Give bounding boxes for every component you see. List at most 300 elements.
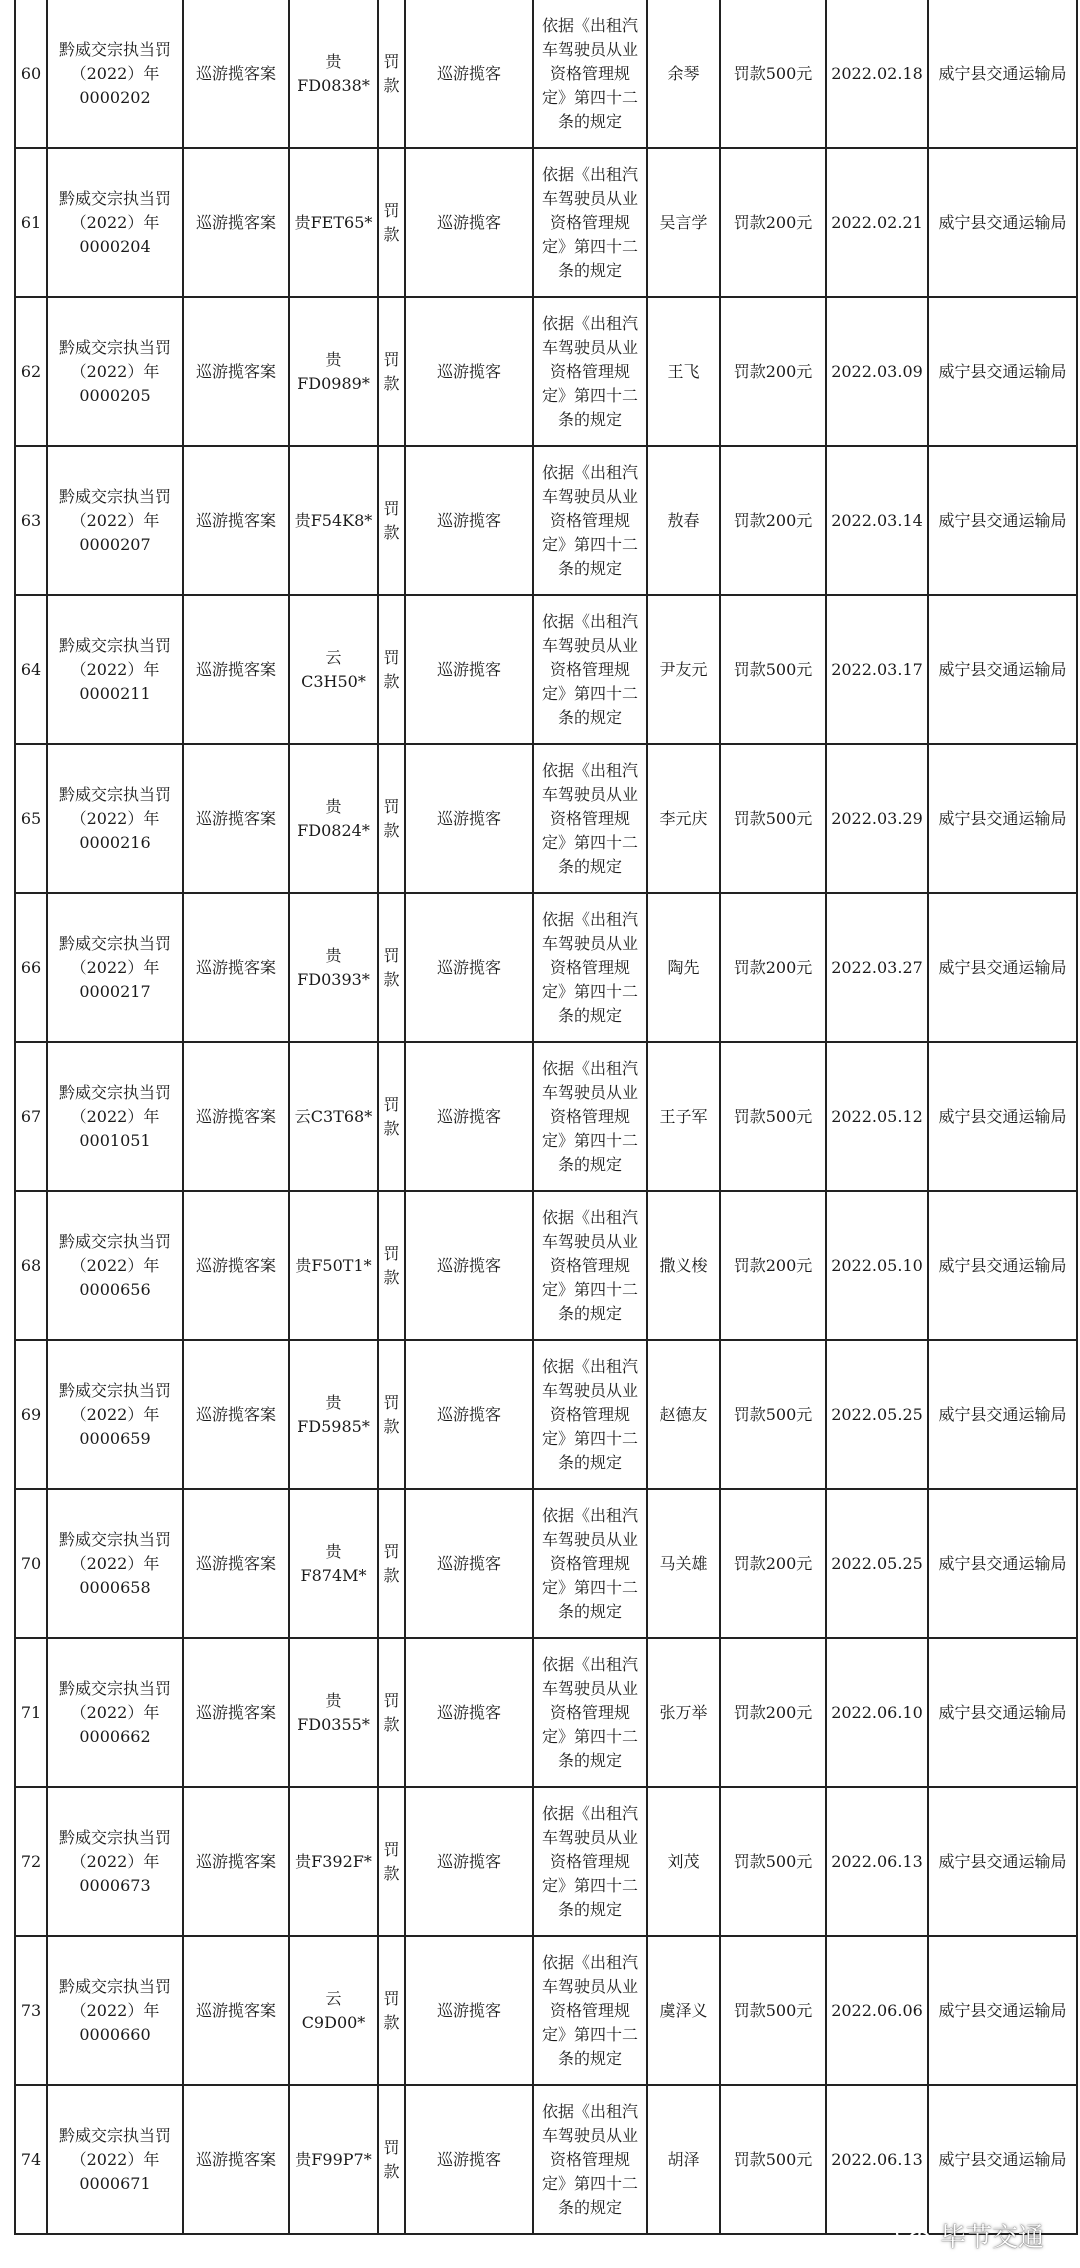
plate-number: 贵F392F*: [289, 1787, 378, 1936]
penalty-type: [378, 297, 405, 446]
violation-fact: 巡游揽客: [405, 1191, 533, 1340]
legal-basis-line: 依据《出租汽: [541, 1505, 638, 1525]
plate-number: 贵FD0393*: [289, 893, 378, 1042]
legal-basis-line: 资格管理规: [549, 212, 630, 232]
document-number-line: （2022）年: [70, 63, 160, 83]
document-number-line: 黔威交宗执当罚: [58, 1678, 171, 1698]
decision-date: 2022.05.12: [826, 1042, 928, 1191]
legal-basis-line: 车驾驶员从业: [541, 635, 638, 655]
penalty-type-char: 款: [383, 1118, 400, 1138]
party-name: 尹友元: [647, 595, 720, 744]
legal-basis-line: 车驾驶员从业: [541, 1976, 638, 1996]
legal-basis-line: 依据《出租汽: [541, 15, 638, 35]
issuing-agency: 威宁县交通运输局: [928, 1042, 1077, 1191]
plate-number: 贵FD5985*: [289, 1340, 378, 1489]
row-number: 65: [15, 744, 47, 893]
legal-basis-line: 车驾驶员从业: [541, 1827, 638, 1847]
document-number-line: 黔威交宗执当罚: [58, 1231, 171, 1251]
document-number-line: 0001051: [79, 1130, 151, 1150]
penalty-amount: 罚款200元: [720, 446, 826, 595]
legal-basis-line: 定》第四十二: [541, 236, 638, 256]
penalty-type: [378, 1638, 405, 1787]
decision-date: 2022.05.10: [826, 1191, 928, 1340]
violation-fact: 巡游揽客: [405, 1638, 533, 1787]
table-row: [15, 893, 1077, 1042]
decision-date: 2022.06.10: [826, 1638, 928, 1787]
violation-fact: 巡游揽客: [405, 1042, 533, 1191]
table-row: [15, 1787, 1077, 1936]
penalty-amount: 罚款200元: [720, 148, 826, 297]
legal-basis-line: 车驾驶员从业: [541, 1231, 638, 1251]
legal-basis-line: 条的规定: [557, 260, 622, 280]
document-number-line: 黔威交宗执当罚: [58, 1082, 171, 1102]
legal-basis-line: 依据《出租汽: [541, 1952, 638, 1972]
issuing-agency: 威宁县交通运输局: [928, 744, 1077, 893]
party-name: 敖春: [647, 446, 720, 595]
penalty-type-char: 罚: [383, 498, 400, 518]
document-number-line: （2022）年: [70, 1106, 160, 1126]
case-name: 巡游揽客案: [183, 0, 289, 148]
plate-number: 贵F50T1*: [289, 1191, 378, 1340]
party-name: 撒义梭: [647, 1191, 720, 1340]
issuing-agency: 威宁县交通运输局: [928, 595, 1077, 744]
party-name: 李元庆: [647, 744, 720, 893]
legal-basis-line: 依据《出租汽: [541, 611, 638, 631]
case-name: 巡游揽客案: [183, 2085, 289, 2234]
decision-date: 2022.06.13: [826, 2085, 928, 2234]
document-number-line: 0000671: [79, 2173, 151, 2193]
row-number: 71: [15, 1638, 47, 1787]
penalty-type-char: 罚: [383, 1243, 400, 1263]
legal-basis: [533, 1489, 647, 1638]
table-row: [15, 1489, 1077, 1638]
penalty-amount: 罚款500元: [720, 595, 826, 744]
legal-basis-line: 车驾驶员从业: [541, 188, 638, 208]
legal-basis-line: 车驾驶员从业: [541, 1380, 638, 1400]
case-name: 巡游揽客案: [183, 1191, 289, 1340]
table-row: [15, 1191, 1077, 1340]
row-number: 74: [15, 2085, 47, 2234]
legal-basis-line: 资格管理规: [549, 808, 630, 828]
document-number: [47, 446, 183, 595]
plate-number: 云C3H50*: [289, 595, 378, 744]
penalty-type-char: 款: [383, 1416, 400, 1436]
row-number: 62: [15, 297, 47, 446]
case-name: 巡游揽客案: [183, 744, 289, 893]
legal-basis-line: 资格管理规: [549, 1404, 630, 1424]
document-number-line: （2022）年: [70, 1851, 160, 1871]
legal-basis-line: 依据《出租汽: [541, 462, 638, 482]
row-number: 68: [15, 1191, 47, 1340]
penalty-type: [378, 1042, 405, 1191]
legal-basis-line: 资格管理规: [549, 1106, 630, 1126]
penalty-type-char: 罚: [383, 1988, 400, 2008]
legal-basis-line: 依据《出租汽: [541, 1058, 638, 1078]
legal-basis-line: 依据《出租汽: [541, 1356, 638, 1376]
row-number: 60: [15, 0, 47, 148]
penalty-amount: 罚款200元: [720, 1489, 826, 1638]
document-number: [47, 595, 183, 744]
table-row: [15, 744, 1077, 893]
decision-date: 2022.05.25: [826, 1340, 928, 1489]
penalty-type-char: 款: [383, 522, 400, 542]
penalty-type: [378, 1936, 405, 2085]
legal-basis: [533, 1787, 647, 1936]
case-name: 巡游揽客案: [183, 1042, 289, 1191]
legal-basis-line: 条的规定: [557, 1899, 622, 1919]
legal-basis-line: 资格管理规: [549, 957, 630, 977]
document-number: [47, 1936, 183, 2085]
issuing-agency: 威宁县交通运输局: [928, 2085, 1077, 2234]
party-name: 马关雄: [647, 1489, 720, 1638]
legal-basis-line: 车驾驶员从业: [541, 2125, 638, 2145]
document-number-line: 黔威交宗执当罚: [58, 635, 171, 655]
decision-date: 2022.03.14: [826, 446, 928, 595]
document-number-line: 黔威交宗执当罚: [58, 1529, 171, 1549]
document-number-line: （2022）年: [70, 212, 160, 232]
penalty-type-char: 罚: [383, 1690, 400, 1710]
penalty-type-char: 罚: [383, 1094, 400, 1114]
document-number-line: 黔威交宗执当罚: [58, 1380, 171, 1400]
document-number-line: 0000659: [79, 1428, 151, 1448]
penalty-amount: 罚款500元: [720, 0, 826, 148]
legal-basis-line: 资格管理规: [549, 659, 630, 679]
issuing-agency: 威宁县交通运输局: [928, 1638, 1077, 1787]
case-name: 巡游揽客案: [183, 297, 289, 446]
legal-basis-line: 车驾驶员从业: [541, 1529, 638, 1549]
decision-date: 2022.03.09: [826, 297, 928, 446]
penalty-type: [378, 595, 405, 744]
document-number: [47, 1042, 183, 1191]
penalty-amount: 罚款500元: [720, 1042, 826, 1191]
legal-basis-line: 定》第四十二: [541, 1279, 638, 1299]
legal-basis-line: 依据《出租汽: [541, 760, 638, 780]
plate-number: 贵F874M*: [289, 1489, 378, 1638]
violation-fact: 巡游揽客: [405, 0, 533, 148]
issuing-agency: 威宁县交通运输局: [928, 148, 1077, 297]
issuing-agency: 威宁县交通运输局: [928, 1191, 1077, 1340]
legal-basis-line: 条的规定: [557, 558, 622, 578]
plate-number: 云C9D00*: [289, 1936, 378, 2085]
penalty-type: [378, 744, 405, 893]
document-number-line: （2022）年: [70, 1553, 160, 1573]
case-name: 巡游揽客案: [183, 1936, 289, 2085]
legal-basis-line: 定》第四十二: [541, 2173, 638, 2193]
document-number-line: （2022）年: [70, 1404, 160, 1424]
legal-basis-line: 资格管理规: [549, 2000, 630, 2020]
penalty-type-char: 款: [383, 224, 400, 244]
legal-basis-line: 资格管理规: [549, 63, 630, 83]
party-name: 胡泽: [647, 2085, 720, 2234]
row-number: 63: [15, 446, 47, 595]
violation-fact: 巡游揽客: [405, 2085, 533, 2234]
penalty-records-table: [14, 0, 1078, 2235]
document-number-line: （2022）年: [70, 1702, 160, 1722]
legal-basis-line: 依据《出租汽: [541, 1207, 638, 1227]
document-number-line: 0000658: [79, 1577, 151, 1597]
penalty-type: [378, 446, 405, 595]
document-number: [47, 297, 183, 446]
party-name: 王子军: [647, 1042, 720, 1191]
issuing-agency: 威宁县交通运输局: [928, 1936, 1077, 2085]
case-name: 巡游揽客案: [183, 1489, 289, 1638]
penalty-type: [378, 893, 405, 1042]
penalty-type-char: 款: [383, 1565, 400, 1585]
issuing-agency: 威宁县交通运输局: [928, 446, 1077, 595]
document-number-line: 0000204: [79, 236, 151, 256]
legal-basis-line: 车驾驶员从业: [541, 1678, 638, 1698]
legal-basis-line: 车驾驶员从业: [541, 784, 638, 804]
penalty-type-char: 款: [383, 820, 400, 840]
penalty-type-char: 款: [383, 671, 400, 691]
document-number: [47, 893, 183, 1042]
document-number: [47, 1340, 183, 1489]
legal-basis-line: 定》第四十二: [541, 1726, 638, 1746]
legal-basis-line: 资格管理规: [549, 510, 630, 530]
penalty-type-char: 款: [383, 2161, 400, 2181]
legal-basis-line: 车驾驶员从业: [541, 933, 638, 953]
penalty-type: [378, 148, 405, 297]
table-row: [15, 2085, 1077, 2234]
issuing-agency: 威宁县交通运输局: [928, 0, 1077, 148]
party-name: 王飞: [647, 297, 720, 446]
violation-fact: 巡游揽客: [405, 1936, 533, 2085]
document-number: [47, 1787, 183, 1936]
row-number: 61: [15, 148, 47, 297]
document-number-line: （2022）年: [70, 510, 160, 530]
plate-number: 贵FD0824*: [289, 744, 378, 893]
legal-basis-line: 资格管理规: [549, 1553, 630, 1573]
decision-date: 2022.02.21: [826, 148, 928, 297]
plate-number: 云C3T68*: [289, 1042, 378, 1191]
legal-basis-line: 资格管理规: [549, 1255, 630, 1275]
legal-basis-line: 条的规定: [557, 1154, 622, 1174]
table-row: [15, 1638, 1077, 1787]
table-row: [15, 595, 1077, 744]
legal-basis-line: 依据《出租汽: [541, 1654, 638, 1674]
penalty-amount: 罚款500元: [720, 2085, 826, 2234]
case-name: 巡游揽客案: [183, 1638, 289, 1787]
issuing-agency: 威宁县交通运输局: [928, 1787, 1077, 1936]
legal-basis-line: 定》第四十二: [541, 1130, 638, 1150]
case-name: 巡游揽客案: [183, 446, 289, 595]
document-number-line: 黔威交宗执当罚: [58, 933, 171, 953]
penalty-type: [378, 2085, 405, 2234]
document-number: [47, 1489, 183, 1638]
legal-basis-line: 定》第四十二: [541, 683, 638, 703]
penalty-type-char: 罚: [383, 51, 400, 71]
legal-basis-line: 定》第四十二: [541, 385, 638, 405]
penalty-type-char: 款: [383, 373, 400, 393]
legal-basis-line: 车驾驶员从业: [541, 39, 638, 59]
penalty-type: [378, 1191, 405, 1340]
issuing-agency: 威宁县交通运输局: [928, 893, 1077, 1042]
plate-number: 贵FD0838*: [289, 0, 378, 148]
violation-fact: 巡游揽客: [405, 1340, 533, 1489]
penalty-type-char: 罚: [383, 1541, 400, 1561]
legal-basis: [533, 148, 647, 297]
table-row: [15, 1936, 1077, 2085]
penalty-type-char: 款: [383, 1267, 400, 1287]
legal-basis-line: 资格管理规: [549, 1702, 630, 1722]
penalty-amount: 罚款500元: [720, 1340, 826, 1489]
row-number: 66: [15, 893, 47, 1042]
legal-basis-line: 车驾驶员从业: [541, 486, 638, 506]
row-number: 70: [15, 1489, 47, 1638]
legal-basis-line: 资格管理规: [549, 1851, 630, 1871]
legal-basis-line: 定》第四十二: [541, 1875, 638, 1895]
decision-date: 2022.03.27: [826, 893, 928, 1042]
violation-fact: 巡游揽客: [405, 1489, 533, 1638]
penalty-type-char: 款: [383, 1863, 400, 1883]
table-row: [15, 297, 1077, 446]
penalty-amount: 罚款500元: [720, 744, 826, 893]
wechat-icon: [894, 2221, 932, 2251]
legal-basis-line: 条的规定: [557, 111, 622, 131]
case-name: 巡游揽客案: [183, 893, 289, 1042]
party-name: 赵德友: [647, 1340, 720, 1489]
penalty-type: [378, 1787, 405, 1936]
penalty-type-char: 罚: [383, 1392, 400, 1412]
issuing-agency: 威宁县交通运输局: [928, 297, 1077, 446]
table-row: [15, 148, 1077, 297]
legal-basis-line: 条的规定: [557, 409, 622, 429]
document-number: [47, 2085, 183, 2234]
decision-date: 2022.06.13: [826, 1787, 928, 1936]
legal-basis-line: 条的规定: [557, 707, 622, 727]
plate-number: 贵FET65*: [289, 148, 378, 297]
plate-number: 贵F99P7*: [289, 2085, 378, 2234]
penalty-type: [378, 0, 405, 148]
document-number-line: 黔威交宗执当罚: [58, 188, 171, 208]
legal-basis: [533, 893, 647, 1042]
legal-basis-line: 条的规定: [557, 1452, 622, 1472]
legal-basis-line: 车驾驶员从业: [541, 1082, 638, 1102]
document-number-line: 0000207: [79, 534, 151, 554]
table-row: [15, 446, 1077, 595]
legal-basis-line: 资格管理规: [549, 361, 630, 381]
penalty-amount: 罚款200元: [720, 297, 826, 446]
legal-basis: [533, 297, 647, 446]
legal-basis-line: 车驾驶员从业: [541, 337, 638, 357]
violation-fact: 巡游揽客: [405, 297, 533, 446]
legal-basis: [533, 744, 647, 893]
table-row: [15, 1340, 1077, 1489]
row-number: 73: [15, 1936, 47, 2085]
row-number: 64: [15, 595, 47, 744]
document-number-line: （2022）年: [70, 808, 160, 828]
watermark-text: 毕节交通: [939, 2223, 1044, 2253]
party-name: 吴言学: [647, 148, 720, 297]
document-number-line: （2022）年: [70, 957, 160, 977]
legal-basis-line: 条的规定: [557, 2197, 622, 2217]
row-number: 72: [15, 1787, 47, 1936]
legal-basis-line: 定》第四十二: [541, 87, 638, 107]
document-number: [47, 148, 183, 297]
document-number-line: 0000202: [79, 87, 151, 107]
issuing-agency: 威宁县交通运输局: [928, 1489, 1077, 1638]
plate-number: 贵FD0989*: [289, 297, 378, 446]
decision-date: 2022.02.18: [826, 0, 928, 148]
issuing-agency: 威宁县交通运输局: [928, 1340, 1077, 1489]
violation-fact: 巡游揽客: [405, 1787, 533, 1936]
document-number-line: （2022）年: [70, 2149, 160, 2169]
legal-basis: [533, 1042, 647, 1191]
document-number-line: 黔威交宗执当罚: [58, 39, 171, 59]
case-name: 巡游揽客案: [183, 148, 289, 297]
document-number-line: （2022）年: [70, 659, 160, 679]
case-name: 巡游揽客案: [183, 595, 289, 744]
document-number-line: 0000217: [79, 981, 151, 1001]
legal-basis-line: 依据《出租汽: [541, 313, 638, 333]
plate-number: 贵F54K8*: [289, 446, 378, 595]
document-number-line: 0000211: [79, 683, 151, 703]
violation-fact: 巡游揽客: [405, 744, 533, 893]
penalty-amount: 罚款200元: [720, 1638, 826, 1787]
case-name: 巡游揽客案: [183, 1787, 289, 1936]
document-number: [47, 1191, 183, 1340]
penalty-type-char: 款: [383, 2012, 400, 2032]
decision-date: 2022.03.17: [826, 595, 928, 744]
penalty-type-char: 款: [383, 1714, 400, 1734]
decision-date: 2022.06.06: [826, 1936, 928, 2085]
penalty-type-char: 罚: [383, 1839, 400, 1859]
document-number-line: 黔威交宗执当罚: [58, 2125, 171, 2145]
legal-basis: [533, 1340, 647, 1489]
table-row: [15, 1042, 1077, 1191]
party-name: 虞泽义: [647, 1936, 720, 2085]
legal-basis: [533, 1191, 647, 1340]
legal-basis-line: 依据《出租汽: [541, 909, 638, 929]
legal-basis-line: 条的规定: [557, 856, 622, 876]
violation-fact: 巡游揽客: [405, 446, 533, 595]
legal-basis-line: 条的规定: [557, 1601, 622, 1621]
document-number-line: 黔威交宗执当罚: [58, 486, 171, 506]
case-name: 巡游揽客案: [183, 1340, 289, 1489]
penalty-type-char: 罚: [383, 349, 400, 369]
legal-basis-line: 定》第四十二: [541, 1428, 638, 1448]
document-number-line: 0000662: [79, 1726, 151, 1746]
legal-basis: [533, 595, 647, 744]
party-name: 刘茂: [647, 1787, 720, 1936]
penalty-amount: 罚款200元: [720, 1191, 826, 1340]
violation-fact: 巡游揽客: [405, 595, 533, 744]
document-number-line: 0000205: [79, 385, 151, 405]
legal-basis-line: 依据《出租汽: [541, 164, 638, 184]
row-number: 69: [15, 1340, 47, 1489]
plate-number: 贵FD0355*: [289, 1638, 378, 1787]
decision-date: 2022.03.29: [826, 744, 928, 893]
document-number-line: 0000656: [79, 1279, 151, 1299]
penalty-type-char: 款: [383, 969, 400, 989]
party-name: 陶先: [647, 893, 720, 1042]
document-number: [47, 0, 183, 148]
document-number: [47, 1638, 183, 1787]
penalty-type: [378, 1489, 405, 1638]
legal-basis-line: 定》第四十二: [541, 832, 638, 852]
violation-fact: 巡游揽客: [405, 893, 533, 1042]
penalty-type-char: 罚: [383, 945, 400, 965]
table-row: [15, 0, 1077, 148]
watermark: [894, 2217, 1044, 2254]
document-number-line: （2022）年: [70, 2000, 160, 2020]
penalty-amount: 罚款500元: [720, 1787, 826, 1936]
penalty-type-char: 罚: [383, 2137, 400, 2157]
penalty-type-char: 罚: [383, 200, 400, 220]
legal-basis-line: 定》第四十二: [541, 981, 638, 1001]
legal-basis: [533, 446, 647, 595]
legal-basis-line: 定》第四十二: [541, 1577, 638, 1597]
